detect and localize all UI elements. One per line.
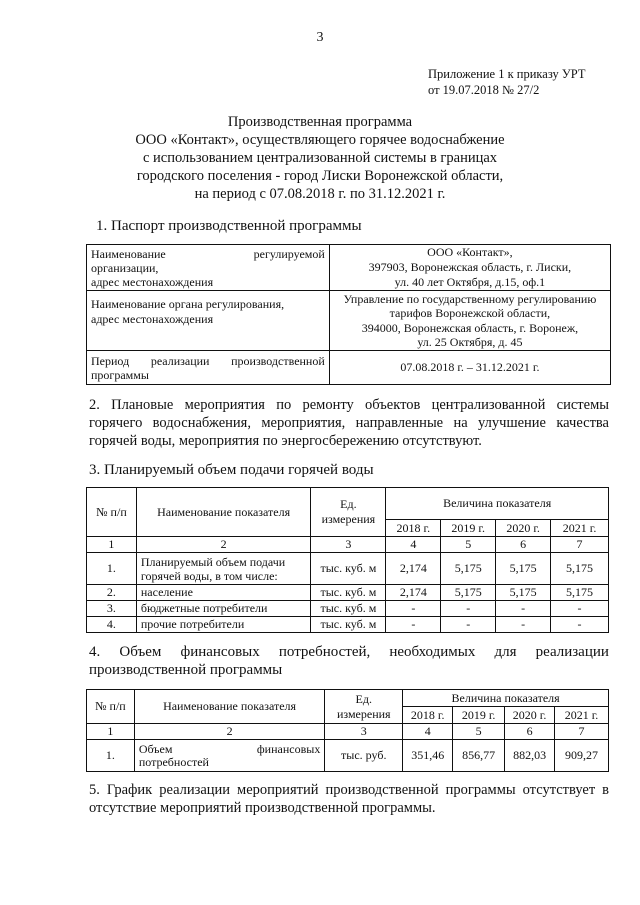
- passport-table: [86, 244, 611, 385]
- table-header-row: [87, 690, 609, 707]
- passport-value: 07.08.2018 г. – 31.12.2021 г.: [329, 351, 610, 385]
- col-header-year: 2018 г.: [403, 707, 453, 724]
- col-header-year: 2020 г.: [496, 520, 551, 537]
- col-header-year: 2020 г.: [505, 707, 555, 724]
- col-header-name: Наименование показателя: [134, 690, 324, 724]
- table-row: 1. Объем финансовых потребностей тыс. руб. 351,46 856,77 882,03 909,27: [87, 740, 609, 772]
- table-row: 4. прочие потребители тыс. куб. м - - - -: [87, 617, 609, 633]
- appendix-line-2: от 19.07.2018 № 27/2: [428, 83, 540, 97]
- document-title: [60, 113, 580, 203]
- indicator-name: бюджетные потребители: [136, 601, 311, 617]
- indicator-name: Объем финансовых потребностей: [134, 740, 324, 772]
- financial-needs-table: [86, 689, 609, 772]
- col-header-num: № п/п: [87, 690, 135, 724]
- table-index-row: 1 2 3 4 5 6 7: [87, 724, 609, 740]
- hot-water-volume-table: [86, 487, 609, 633]
- appendix-note: [428, 66, 586, 98]
- passport-label: Наименование органа регулирования, адрес местонахождения: [87, 291, 330, 351]
- table-row: 3. бюджетные потребители тыс. куб. м - - - -: [87, 601, 609, 617]
- title-line: с использованием централизованной системы в границах: [142, 150, 498, 166]
- section-2-text: 2. Плановые мероприятия по ремонту объектов централизованной системы горячего водоснабжения, мероприятия, направленные на улучшение качества горячей воды, мероприятия по энергосбережению отсутствуют.: [89, 397, 609, 449]
- section-4-heading: 4. Объем финансовых потребностей, необходимых для реализации производственной программы: [89, 644, 609, 678]
- table-index-row: 1 2 3 4 5 6 7: [87, 537, 609, 553]
- page-number: 3: [316, 30, 324, 45]
- table-row: [87, 351, 611, 385]
- col-header-name: Наименование показателя: [136, 488, 311, 537]
- section-1-heading: 1. Паспорт производственной программы: [96, 218, 362, 234]
- col-header-unit: Ед. измерения: [325, 690, 403, 724]
- col-header-year: 2019 г.: [441, 520, 496, 537]
- col-header-num: № п/п: [87, 488, 137, 537]
- col-header-year: 2018 г.: [386, 520, 441, 537]
- col-header-value: Величина показателя: [386, 488, 609, 520]
- passport-value: Управление по государственному регулированию тарифов Воронежской области, 394000, Воронежская область, г. Воронеж, ул. 25 Октября, д. 45: [329, 291, 610, 351]
- table-row: [87, 245, 611, 291]
- table-row: 2. население тыс. куб. м 2,174 5,175 5,175 5,175: [87, 585, 609, 601]
- title-line: ООО «Контакт», осуществляющего горячее водоснабжение: [135, 132, 505, 148]
- title-line: Производственная программа: [227, 114, 413, 130]
- col-header-year: 2019 г.: [453, 707, 505, 724]
- title-line: на период с 07.08.2018 г. по 31.12.2021 г.: [194, 186, 446, 202]
- col-header-value: Величина показателя: [403, 690, 609, 707]
- table-row: 1. Планируемый объем подачи горячей воды, в том числе: тыс. куб. м 2,174 5,175 5,175 5,175: [87, 553, 609, 585]
- title-line: городского поселения - город Лиски Воронежской области,: [136, 168, 504, 184]
- indicator-name: прочие потребители: [136, 617, 311, 633]
- appendix-line-1: Приложение 1 к приказу УРТ: [428, 67, 586, 81]
- passport-label: Наименование регулируемой организации, адрес местонахождения: [87, 245, 330, 291]
- col-header-year: 2021 г.: [551, 520, 609, 537]
- indicator-name: население: [136, 585, 311, 601]
- col-header-year: 2021 г.: [555, 707, 609, 724]
- passport-label: Период реализации производственной программы: [87, 351, 330, 385]
- indicator-name: Планируемый объем подачи горячей воды, в том числе:: [136, 553, 311, 585]
- table-header-row: [87, 488, 609, 520]
- section-5-text: 5. График реализации мероприятий производственной программы отсутствует в отсутствие мероприятий производственной программы.: [89, 782, 609, 816]
- passport-value: ООО «Контакт», 397903, Воронежская область, г. Лиски, ул. 40 лет Октября, д.15, оф.1: [329, 245, 610, 291]
- section-3-heading: 3. Планируемый объем подачи горячей воды: [89, 462, 374, 478]
- col-header-unit: Ед. измерения: [311, 488, 386, 537]
- table-row: [87, 291, 611, 351]
